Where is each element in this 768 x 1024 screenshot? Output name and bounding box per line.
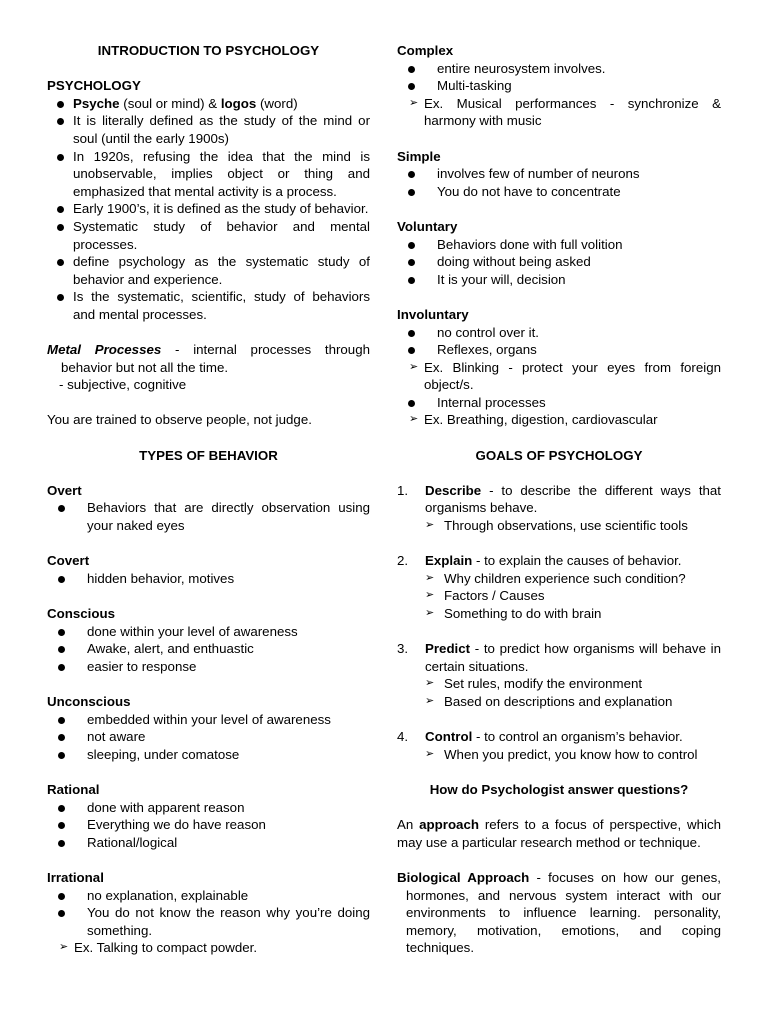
list-item: ➢ Why children experience such condition? — [425, 570, 686, 586]
goal-item: 1. Describe - to describe the different ways that organisms behave. — [397, 482, 721, 516]
list-item: ➢ Factors / Causes — [425, 588, 545, 604]
list-item: ➢ Ex. Talking to compact powder. — [59, 940, 258, 956]
bullet-icon — [408, 400, 415, 407]
conscious-heading: Conscious — [47, 606, 115, 621]
list-item: ➢ Set rules, modify the environment — [425, 676, 643, 692]
irrational-list — [47, 887, 370, 940]
involuntary-example-b — [397, 411, 721, 429]
psychology-bullet-list — [47, 95, 370, 324]
goal-sub-list — [397, 746, 721, 764]
bullet-icon — [58, 664, 65, 671]
bullet-icon — [408, 347, 415, 354]
bullet-icon — [57, 259, 64, 266]
unconscious-list — [47, 711, 370, 764]
list-item: involves few of number of neurons — [397, 165, 721, 183]
complex-example-list — [397, 95, 721, 130]
bullet-icon — [58, 734, 65, 741]
goal-sub-list — [397, 517, 721, 535]
psychology-heading: PSYCHOLOGY — [47, 78, 141, 94]
complex-list — [397, 60, 721, 95]
bullet-icon — [408, 171, 415, 178]
list-item: ➢ Ex. Breathing, digestion, cardiovascular — [409, 412, 658, 428]
simple-heading: Simple — [397, 148, 441, 164]
bullet-icon — [58, 629, 65, 636]
bullet-icon — [57, 206, 64, 213]
document-title: INTRODUCTION TO PSYCHOLOGY — [97, 43, 320, 58]
list-item: Behaviors that are directly observation using your naked eyes — [47, 499, 370, 534]
list-item: ➢ Ex. Musical performances - synchronize & harmony with music — [409, 95, 721, 129]
list-item: sleeping, under comatose — [47, 746, 370, 764]
goal-item: 2. Explain - to explain the causes of behavior. — [397, 553, 682, 569]
bullet-icon — [408, 189, 415, 196]
bullet-icon — [57, 118, 64, 125]
list-item: ➢ Through observations, use scientific tools — [425, 518, 688, 534]
types-title: TYPES OF BEHAVIOR — [139, 447, 278, 463]
list-item: Psyche (soul or mind) & logos (word) — [47, 95, 370, 113]
overt-list — [47, 499, 370, 534]
bullet-icon — [58, 576, 65, 583]
covert-list — [47, 570, 370, 588]
list-item: Systematic study of behavior and mental processes. — [47, 218, 370, 253]
bullet-icon — [58, 840, 65, 847]
biological-approach-paragraph: Biological Approach - focuses on how our genes, hormones, and nervous system interact with our environments to influence learning. personality, memory, motivation, emotions, and coping techniques. — [397, 869, 721, 956]
list-item: done within your level of awareness — [47, 623, 370, 641]
involuntary-list-b — [397, 394, 721, 412]
complex-heading: Complex — [397, 43, 454, 58]
rational-list — [47, 799, 370, 852]
list-item: Is the systematic, scientific, study of behaviors and mental processes. — [47, 288, 370, 323]
bullet-icon — [57, 294, 64, 301]
list-item: Reflexes, organs — [397, 341, 721, 359]
involuntary-example-a — [397, 359, 721, 394]
goals-title: GOALS OF PSYCHOLOGY — [475, 447, 643, 463]
list-item: define psychology as the systematic study of behavior and experience. — [47, 253, 370, 288]
arrow-bullet-icon: ➢ — [425, 571, 435, 584]
overt-heading: Overt — [47, 482, 82, 498]
list-item: embedded within your level of awareness — [47, 711, 370, 729]
bullet-icon — [57, 101, 64, 108]
bullet-icon — [57, 154, 64, 161]
bullet-icon — [57, 224, 64, 231]
bullet-icon — [408, 66, 415, 73]
bullet-icon — [58, 805, 65, 812]
list-item: entire neurosystem involves. — [397, 60, 721, 78]
bullet-icon — [58, 910, 65, 917]
list-item: no explanation, explainable — [47, 887, 370, 905]
list-item: You do not have to concentrate — [397, 183, 721, 201]
list-item: You do not know the reason why you’re doing something. — [47, 904, 370, 939]
simple-list — [397, 165, 721, 200]
list-item: done with apparent reason — [47, 799, 370, 817]
arrow-bullet-icon: ➢ — [425, 747, 435, 760]
arrow-bullet-icon: ➢ — [425, 519, 435, 532]
involuntary-list-a — [397, 324, 721, 359]
list-item: Behaviors done with full volition — [397, 236, 721, 254]
bullet-icon — [408, 259, 415, 266]
list-item: ➢ Something to do with brain — [425, 606, 602, 621]
bullet-icon — [58, 893, 65, 900]
bullet-icon — [58, 646, 65, 653]
goal-item: 4. Control - to control an organism’s behavior. — [397, 729, 683, 745]
bullet-icon — [58, 752, 65, 759]
mental-processes-sub: - subjective, cognitive — [59, 377, 187, 393]
arrow-bullet-icon: ➢ — [425, 607, 435, 619]
goal-sub-list — [397, 570, 721, 623]
unconscious-heading: Unconscious — [47, 693, 131, 709]
list-item: Multi-tasking — [397, 77, 721, 95]
list-item: not aware — [47, 728, 370, 746]
bullet-icon — [408, 83, 415, 90]
list-item: Awake, alert, and enthuastic — [47, 640, 370, 658]
list-item: ➢ Based on descriptions and explanation — [425, 693, 673, 709]
list-item: It is literally defined as the study of the mind or soul (until the early 1900s) — [47, 112, 370, 147]
mental-processes-definition: Metal Processes - internal processes through behavior but not all the time. — [47, 342, 370, 375]
rational-heading: Rational — [47, 781, 100, 797]
arrow-bullet-icon: ➢ — [425, 589, 435, 602]
arrow-bullet-icon: ➢ — [409, 413, 419, 426]
arrow-bullet-icon: ➢ — [425, 677, 435, 690]
list-item: hidden behavior, motives — [47, 570, 370, 588]
trained-note: You are trained to observe people, not judge. — [47, 412, 312, 428]
voluntary-heading: Voluntary — [397, 218, 458, 234]
arrow-bullet-icon: ➢ — [425, 694, 435, 707]
bullet-icon — [408, 242, 415, 249]
bullet-icon — [408, 330, 415, 337]
involuntary-heading: Involuntary — [397, 306, 469, 322]
irrational-example-list — [47, 939, 370, 957]
arrow-bullet-icon: ➢ — [409, 96, 419, 109]
right-column — [397, 42, 721, 957]
approach-paragraph: An approach refers to a focus of perspective, which may use a particular research method or technique. — [397, 817, 721, 850]
bullet-icon — [58, 505, 65, 512]
arrow-bullet-icon: ➢ — [59, 941, 69, 954]
list-item: doing without being asked — [397, 253, 721, 271]
left-column — [47, 42, 370, 957]
arrow-bullet-icon: ➢ — [409, 360, 419, 373]
covert-heading: Covert — [47, 553, 90, 569]
how-title: How do Psychologist answer questions? — [429, 781, 689, 797]
list-item: no control over it. — [397, 324, 721, 342]
list-item: Internal processes — [397, 394, 721, 412]
list-item: Early 1900’s, it is defined as the study of behavior. — [47, 200, 370, 218]
list-item: ➢ When you predict, you know how to control — [425, 746, 698, 762]
list-item: easier to response — [47, 658, 370, 676]
list-item: It is your will, decision — [397, 271, 721, 289]
goal-item: 3. Predict - to predict how organisms will behave in certain situations. — [397, 641, 721, 674]
list-item: Everything we do have reason — [47, 816, 370, 834]
bullet-icon — [58, 717, 65, 724]
conscious-list — [47, 623, 370, 676]
list-item: In 1920s, refusing the idea that the mind is unobservable, implies object or thing and emphasized that mental activity is a process. — [47, 148, 370, 201]
list-item: Rational/logical — [47, 834, 370, 852]
list-item: ➢ Ex. Blinking - protect your eyes from foreign object/s. — [409, 359, 721, 393]
bullet-icon — [408, 277, 415, 284]
irrational-heading: Irrational — [47, 869, 104, 885]
bullet-icon — [58, 822, 65, 829]
goal-sub-list — [397, 675, 721, 710]
voluntary-list — [397, 236, 721, 289]
